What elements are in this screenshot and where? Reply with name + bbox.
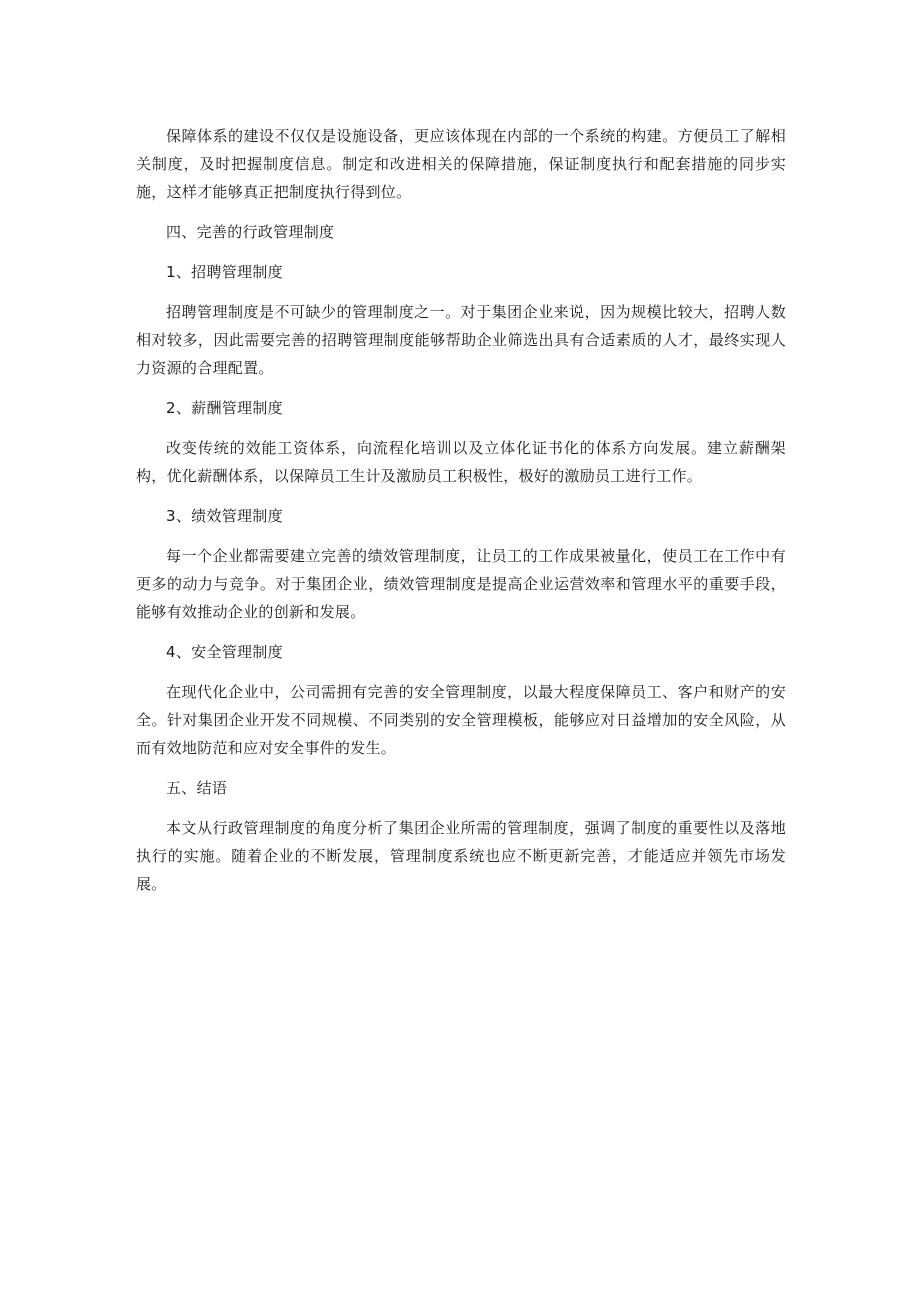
subheading-safety: 4、安全管理制度: [166, 643, 283, 661]
section-heading-conclusion: 五、结语: [166, 779, 228, 797]
paragraph-compensation: 改变传统的效能工资体系，向流程化培训以及立体化证书化的体系方向发展。建立薪酬架构，优化薪酬体系，以保障员工生计及激励员工积极性，极好的激励员工进行工作。: [136, 439, 786, 485]
paragraph-performance: 每一个企业都需要建立完善的绩效管理制度，让员工的工作成果被量化，使员工在工作中有更多的动力与竞争。对于集团企业，绩效管理制度是提高企业运营效率和管理水平的重要手段，能够有效推动企业的创新和发展。: [136, 547, 786, 621]
document-body: [136, 122, 786, 898]
subheading-compensation: 2、薪酬管理制度: [166, 399, 283, 417]
subheading-performance: 3、绩效管理制度: [166, 507, 283, 525]
subheading-recruitment: 1、招聘管理制度: [166, 263, 283, 281]
section-heading-four: 四、完善的行政管理制度: [166, 223, 335, 241]
paragraph-recruitment: 招聘管理制度是不可缺少的管理制度之一。对于集团企业来说，因为规模比较大，招聘人数相对较多，因此需要完善的招聘管理制度能够帮助企业筛选出具有合适素质的人才，最终实现人力资源的合理配置。: [136, 303, 786, 377]
paragraph-conclusion: 本文从行政管理制度的角度分析了集团企业所需的管理制度，强调了制度的重要性以及落地执行的实施。随着企业的不断发展，管理制度系统也应不断更新完善，才能适应并领先市场发展。: [136, 819, 786, 893]
paragraph-safeguard-system: 保障体系的建设不仅仅是设施设备，更应该体现在内部的一个系统的构建。方便员工了解相关制度，及时把握制度信息。制定和改进相关的保障措施，保证制度执行和配套措施的同步实施，这样才能够真正把制度执行得到位。: [136, 127, 786, 201]
paragraph-safety: 在现代化企业中，公司需拥有完善的安全管理制度，以最大程度保障员工、客户和财产的安全。针对集团企业开发不同规模、不同类别的安全管理模板，能够应对日益增加的安全风险，从而有效地防范和应对安全事件的发生。: [136, 683, 786, 757]
